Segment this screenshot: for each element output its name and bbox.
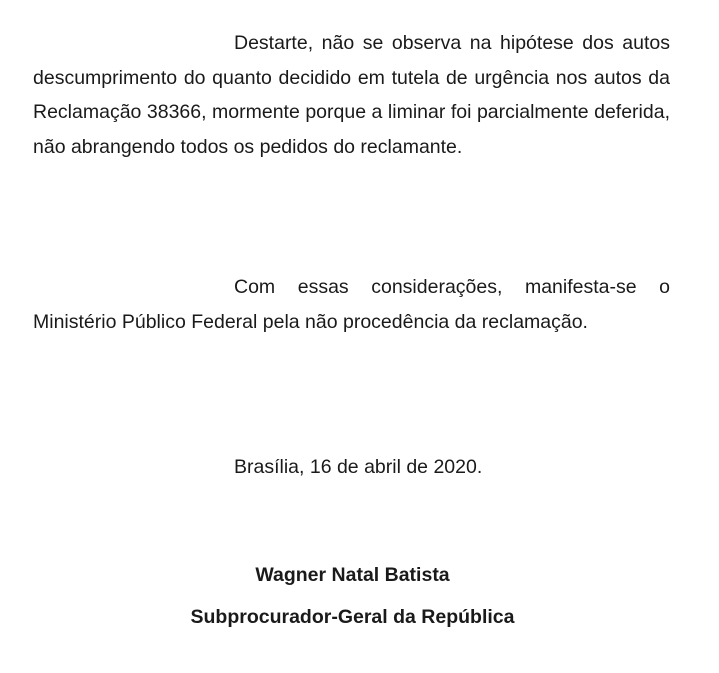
signatory-title: Subprocurador-Geral da República xyxy=(190,606,515,628)
paragraph-conclusion: Com essas considerações, manifesta-se o Ministério Público Federal pela não procedência da reclamação. xyxy=(33,276,670,333)
dateline-text: Brasília, 16 de abril de 2020. xyxy=(234,456,483,478)
paragraph-considerations: Destarte, não se observa na hipótese dos autos descumprimento do quanto decidido em tutela de urgência nos autos da Reclamação 38366, mormente porque a liminar foi parcialmente deferida, não abrangendo todos os pedidos do reclamante. xyxy=(33,32,670,158)
signatory-name: Wagner Natal Batista xyxy=(255,564,450,586)
